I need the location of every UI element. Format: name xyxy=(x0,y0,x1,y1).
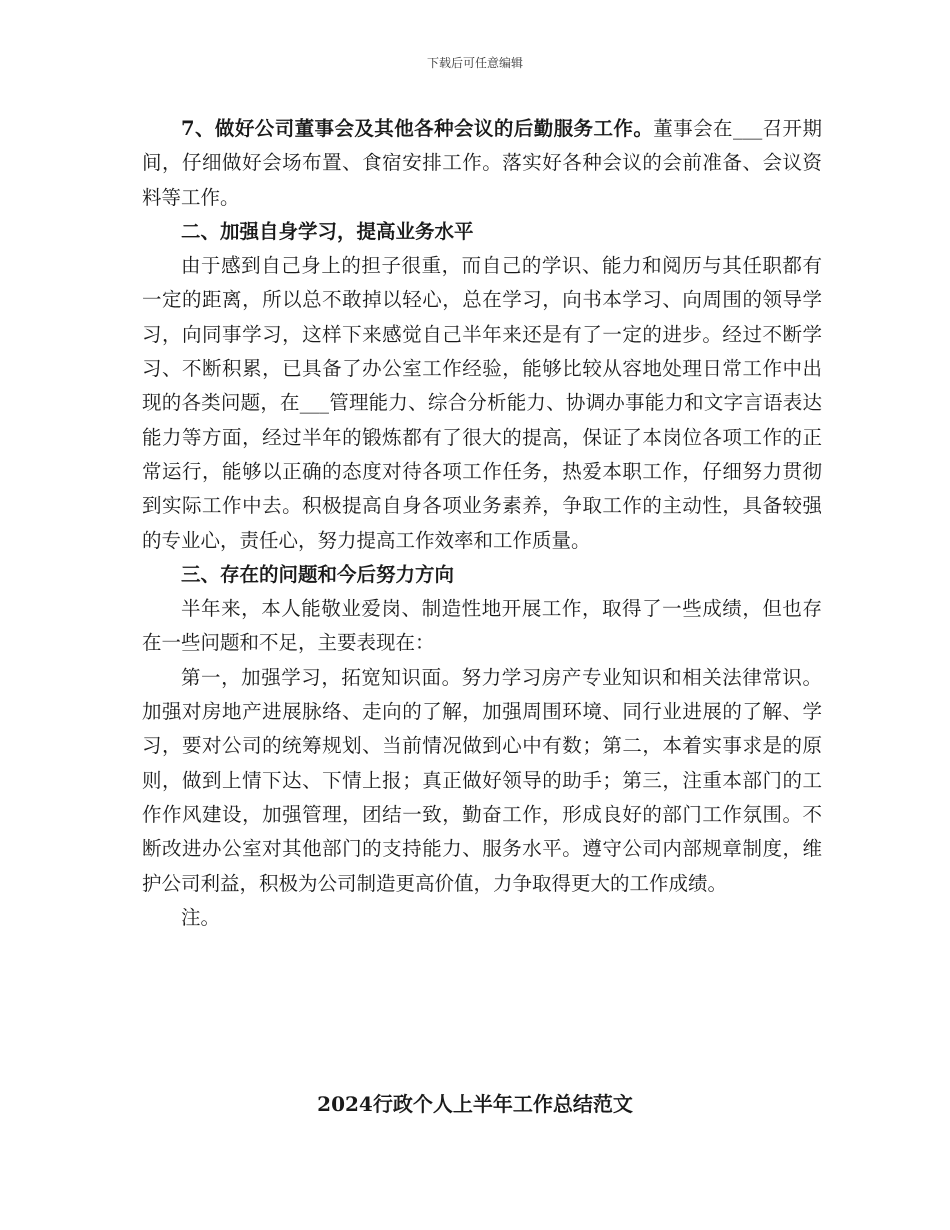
section-heading-2: 二、加强自身学习，提高业务水平 xyxy=(181,219,474,243)
paragraph-problems: 半年来，本人能敬业爱岗、制造性地开展工作，取得了一些成绩，但也存在一些问题和不足，主要表现在： xyxy=(142,597,822,655)
document-title: 2024行政个人上半年工作总结范文 xyxy=(317,1092,633,1116)
section-heading-3: 三、存在的问题和今后努力方向 xyxy=(181,562,455,586)
paragraph-note: 注。 xyxy=(181,905,221,929)
paragraph-study: 由于感到自己身上的担子很重，而自己的学识、能力和阅历与其任职都有一定的距离，所以总不敢掉以轻心，总在学习，向书本学习、向周围的领导学习，向同事学习，这样下来感觉自己半年来还是有了一定的进步。经过不断学习、不断积累，已具备了办公室工作经验，能够比较从容地处理日常工作中出现的各类问题，在___管理能力、综合分析能力、协调办事能力和文字言语表达能力等方面，经过半年的锻炼都有了很大的提高，保证了本岗位各项工作的正常运行，能够以正确的态度对待各项工作任务，热爱本职工作，仔细努力贯彻到实际工作中去。积极提高自身各项业务素养，争取工作的主动性，具备较强的专业心，责任心，努力提高工作效率和工作质量。 xyxy=(142,254,822,552)
page-header: 下载后可任意编辑 xyxy=(426,56,523,70)
document-body xyxy=(142,112,822,935)
paragraph-plans: 第一，加强学习，拓宽知识面。努力学习房产专业知识和相关法律常识。加强对房地产进展脉络、走向的了解，加强周围环境、同行业进展的了解、学习，要对公司的统筹规划、当前情况做到心中有数；第二，本着实事求是的原则，做到上情下达、下情上报；真正做好领导的助手；第三，注重本部门的工作作风建设，加强管理，团结一致，勤奋工作，形成良好的部门工作氛围。不断改进办公室对其他部门的支持能力、服务水平。遵守公司内部规章制度，维护公司利益，积极为公司制造更高价值，力争取得更大的工作成绩。 xyxy=(142,665,822,895)
item-7-text: 董事会在___召开期间，仔细做好会场布置、食宿安排工作。落实好各种会议的会前准备、会议资料等工作。 xyxy=(142,117,822,209)
item-7-lead: 7、做好公司董事会及其他各种会议的后勤服务工作。 xyxy=(181,117,654,140)
paragraph-item-7 xyxy=(142,112,822,215)
